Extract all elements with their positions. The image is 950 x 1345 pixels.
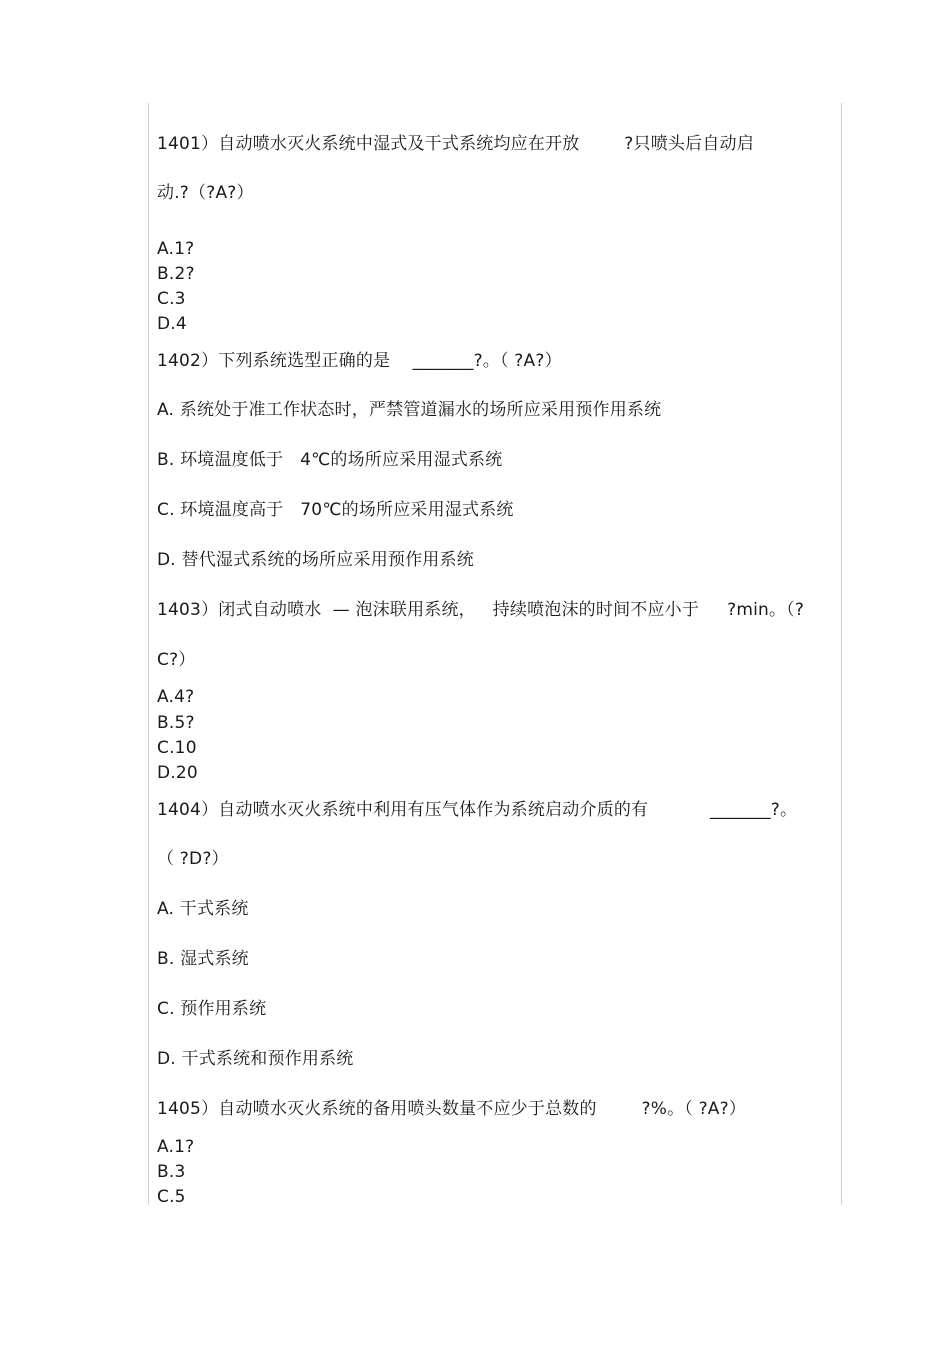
question-1403-option-c: C.10 xyxy=(157,738,197,758)
question-1401-option-c: C.3 xyxy=(157,289,186,309)
question-1405-option-a: A.1? xyxy=(157,1137,195,1157)
question-1404-option-d: D. 干式系统和预作用系统 xyxy=(157,1049,354,1069)
question-1403-option-b: B.5? xyxy=(157,713,195,733)
question-1402-option-a: A. 系统处于准工作状态时，严禁管道漏水的场所应采用预作用系统 xyxy=(157,400,662,420)
question-1405-option-c: C.5 xyxy=(157,1187,186,1207)
question-1404-option-b: B. 湿式系统 xyxy=(157,949,249,969)
question-1405-option-b: B.3 xyxy=(157,1162,186,1182)
question-1404-text-line1: 1404）自动喷水灭火系统中利用有压气体作为系统启动介质的有 _______?。 xyxy=(157,800,798,820)
question-1401-text-line1: 1401）自动喷水灭火系统中湿式及干式系统均应在开放 ?只喷头后自动启 xyxy=(157,134,754,154)
question-1404-text-line2: （ ?D?） xyxy=(157,849,229,869)
question-1401-option-a: A.1? xyxy=(157,239,195,259)
question-1403-option-a: A.4? xyxy=(157,687,195,707)
question-1404-option-c: C. 预作用系统 xyxy=(157,999,267,1019)
question-1402-option-d: D. 替代湿式系统的场所应采用预作用系统 xyxy=(157,550,474,570)
question-1405-text-line1: 1405）自动喷水灭火系统的备用喷头数量不应少于总数的 ?%。（ ?A?） xyxy=(157,1099,747,1119)
question-1401-text-line2: 动.?（?A?） xyxy=(157,183,254,203)
question-1401-option-b: B.2? xyxy=(157,264,195,284)
question-1402-option-b: B. 环境温度低于 4℃的场所应采用湿式系统 xyxy=(157,450,503,470)
question-1402-text-line1: 1402）下列系统选型正确的是 _______?。（ ?A?） xyxy=(157,351,562,371)
page-right-border xyxy=(841,103,842,1205)
question-1404-option-a: A. 干式系统 xyxy=(157,899,249,919)
question-1402-option-c: C. 环境温度高于 70℃的场所应采用湿式系统 xyxy=(157,500,514,520)
question-1403-option-d: D.20 xyxy=(157,763,198,783)
page-left-border xyxy=(148,103,149,1205)
question-1403-text-line1: 1403）闭式自动喷水 — 泡沫联用系统， 持续喷泡沫的时间不应小于 ?min。（? xyxy=(157,600,805,620)
question-1403-text-line2: C?） xyxy=(157,650,196,670)
question-1401-option-d: D.4 xyxy=(157,314,187,334)
